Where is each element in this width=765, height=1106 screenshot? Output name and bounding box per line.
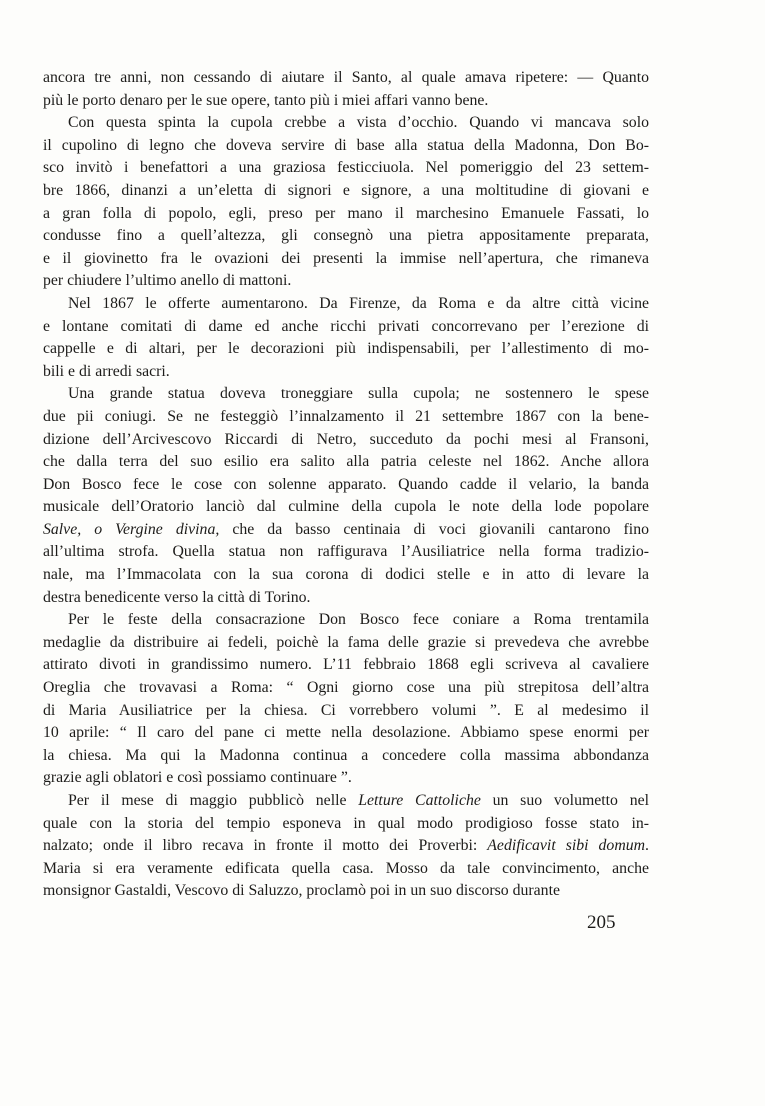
- text-line: [43, 474, 649, 497]
- text-line: [43, 270, 649, 293]
- text-segment: Oreglia che trovavasi a Roma: “ Ogni giorno cose una più strepitosa dell’altra: [43, 679, 649, 697]
- text-line: [43, 248, 649, 271]
- page-number: 205: [587, 912, 616, 933]
- text-line: [43, 67, 649, 90]
- text-segment: un suo volumetto nel: [480, 792, 650, 809]
- text-segment: ancora tre anni, non cessando di aiutare il Santo, al quale amava ripetere: — Quanto: [43, 69, 649, 86]
- text-line: [43, 790, 649, 813]
- text-line: [43, 677, 649, 700]
- text-line: [43, 767, 649, 790]
- text-segment: che dalla terra del suo esilio era salito alla patria celeste nel 1862. Anche allora: [43, 453, 649, 471]
- text-line: [43, 496, 649, 519]
- text-segment: due pii coniugi. Se ne festeggiò l’innalzamento il 21 settembre 1867 con la bene-: [43, 407, 649, 425]
- text-segment: nalzato; onde il libro recava in fronte il motto dei Proverbi:: [43, 837, 488, 855]
- text-segment: il cupolino di legno che doveva servire di base alla statua della Madonna, Don Bo-: [43, 136, 649, 154]
- text-segment: medaglie da distribuire ai fedeli, poichè la fama delle grazie si prevedeva che avrebbe: [43, 633, 649, 651]
- text-line: [43, 429, 649, 452]
- text-line: [43, 609, 649, 632]
- text-segment: Una grande statua doveva troneggiare sulla cupola; ne sostennero le spese: [68, 385, 649, 403]
- italic-text-segment: Letture Cattoliche: [358, 792, 481, 809]
- text-line: [43, 361, 649, 384]
- text-segment: a gran folla di popolo, egli, preso per mano il marchesino Emanuele Fassati, lo: [43, 204, 649, 222]
- text-segment: e il giovinetto fra le ovazioni dei presenti la immise nell’apertura, che rimaneva: [43, 249, 649, 267]
- text-line: [43, 632, 649, 655]
- text-line: [43, 383, 649, 406]
- text-segment: .: [645, 837, 649, 855]
- text-line: [43, 406, 649, 429]
- text-line: [43, 880, 649, 903]
- text-segment: musicale dell’Oratorio lanciò dal culmine della cupola le note della lode popolare: [43, 498, 649, 516]
- text-segment: nale, ma l’Immacolata con la sua corona di dodici stelle e in atto di levare la: [43, 566, 649, 584]
- text-line: [43, 180, 649, 203]
- text-line: [43, 225, 649, 248]
- text-segment: 10 aprile: “ Il caro del pane ci mette nella desolazione. Abbiamo spese enormi per: [43, 724, 649, 742]
- text-line: [43, 813, 649, 836]
- text-line: [43, 203, 649, 226]
- text-segment: cappelle e di altari, per le decorazioni più indispensabili, per l’allestimento di mo-: [43, 340, 649, 358]
- text-segment: bre 1866, dinanzi a un’eletta di signori e signore, a una moltitudine di giovani e: [43, 181, 649, 199]
- text-line: [43, 135, 649, 158]
- text-segment: Don Bosco fece le cose con solenne apparato. Quando cadde il velario, la banda: [43, 475, 649, 493]
- text-segment: quale con la storia del tempio esponeva in qual modo prodigioso fosse stato in-: [43, 814, 649, 832]
- text-line: [43, 157, 649, 180]
- text-line: [43, 338, 649, 361]
- text-segment: dizione dell’Arcivescovo Riccardi di Netro, succeduto da pochi mesi al Fransoni,: [43, 430, 649, 448]
- text-segment: Maria si era veramente edificata quella casa. Mosso da tale convincimento, anche: [43, 859, 649, 877]
- text-segment: attirato divoti in grandissimo numero. L’11 febbraio 1868 egli scriveva al cavaliere: [43, 656, 649, 674]
- text-segment: bili e di arredi sacri.: [43, 362, 170, 380]
- text-line: [43, 858, 649, 881]
- text-line: [43, 654, 649, 677]
- text-segment: Con questa spinta la cupola crebbe a vista d’occhio. Quando vi mancava solo: [68, 114, 649, 132]
- text-segment: destra benedicente verso la città di Torino.: [43, 588, 311, 606]
- text-line: [43, 451, 649, 474]
- text-segment: sco invitò i benefattori a una graziosa festicciuola. Nel pomeriggio del 23 settem-: [43, 159, 649, 177]
- text-segment: Nel 1867 le offerte aumentarono. Da Firenze, da Roma e da altre città vicine: [68, 294, 649, 312]
- text-segment: che da basso centinaia di voci giovanili cantarono fino: [219, 520, 649, 538]
- italic-text-segment: Aedificavit sibi domum: [487, 837, 646, 855]
- text-segment: la chiesa. Ma qui la Madonna continua a concedere colla massima abbondanza: [43, 746, 649, 764]
- text-segment: condusse fino a quell’altezza, gli consegnò una pietra appositamente preparata,: [43, 227, 649, 245]
- text-line: [43, 293, 649, 316]
- text-line: [43, 541, 649, 564]
- text-line: [43, 519, 649, 542]
- text-segment: più le porto denaro per le sue opere, tanto più i miei affari vanno bene.: [43, 91, 489, 109]
- text-segment: e lontane comitati di dame ed anche ricchi privati concorrevano per l’erezione di: [43, 317, 649, 335]
- text-segment: di Maria Ausiliatrice per la chiesa. Ci vorrebbero volumi ”. E al medesimo il: [43, 701, 649, 719]
- text-segment: per chiudere l’ultimo anello di mattoni.: [43, 272, 292, 290]
- text-line: [43, 722, 649, 745]
- text-line: [43, 745, 649, 768]
- italic-text-segment: Salve, o Vergine divina,: [43, 520, 220, 538]
- text-segment: monsignor Gastaldi, Vescovo di Saluzzo, proclamò poi in un suo discorso durante: [43, 882, 560, 900]
- text-line: [43, 564, 649, 587]
- text-line: [43, 700, 649, 723]
- text-segment: all’ultima strofa. Quella statua non raffigurava l’Ausiliatrice nella forma tradizio-: [43, 543, 649, 561]
- text-line: [43, 90, 649, 113]
- text-segment: Per le feste della consacrazione Don Bosco fece coniare a Roma trentamila: [68, 611, 649, 629]
- text-line: [43, 835, 649, 858]
- text-segment: Per il mese di maggio pubblicò nelle: [68, 792, 359, 809]
- text-segment: grazie agli oblatori e così possiamo continuare ”.: [43, 769, 352, 787]
- text-line: [43, 112, 649, 135]
- text-block: [43, 67, 649, 903]
- text-line: [43, 316, 649, 339]
- text-line: [43, 587, 649, 610]
